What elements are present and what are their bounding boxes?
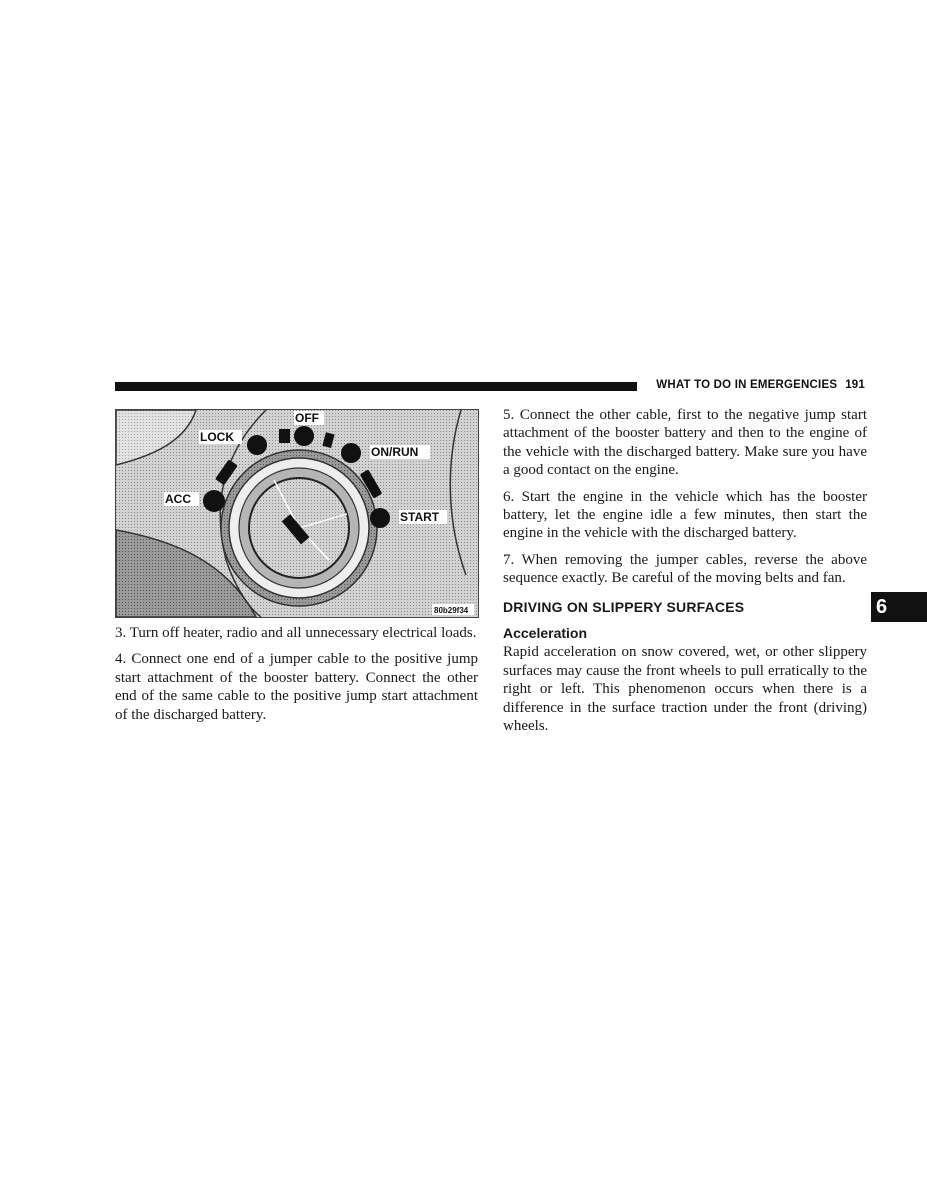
section-title: WHAT TO DO IN EMERGENCIES: [656, 379, 838, 391]
acc-position-marker: [203, 490, 225, 512]
label-on-run: ON/RUN: [371, 445, 419, 459]
acceleration-paragraph: Rapid acceleration on snow covered, wet, or other slippery surfaces may cause the front wheels to pull erratically to the right or left. This phenomenon occurs when there is a difference in the surface traction under the front (driving) wheels.: [503, 644, 867, 735]
on-run-position-marker: [341, 443, 361, 463]
section-heading: DRIVING ON SLIPPERY SURFACES: [503, 598, 745, 615]
left-column: [115, 624, 478, 732]
label-start: START: [400, 510, 440, 524]
ignition-switch-figure: [115, 409, 479, 618]
step-3-paragraph: 3. Turn off heater, radio and all unnecessary electrical loads.: [115, 625, 477, 641]
step-4-paragraph: 4. Connect one end of a jumper cable to the positive jump start attachment of the booster battery. Connect the other end of the same cable to the positive jump start attachment of the discharged battery.: [115, 651, 478, 723]
figure-code: 80b29f34: [434, 606, 469, 615]
header-rule: [115, 382, 637, 391]
step-5-paragraph: 5. Connect the other cable, first to the negative jump start attachment of the booster battery and then to the engine of the vehicle with the discharged battery. Make sure you have a good contact on the engine.: [503, 407, 867, 479]
lock-position-marker: [247, 435, 267, 455]
position-dash: [279, 429, 290, 443]
start-position-marker: [370, 508, 390, 528]
off-position-marker: [294, 426, 314, 446]
chapter-tab: 6: [871, 592, 927, 622]
subheading-acceleration: Acceleration: [503, 625, 588, 642]
step-6-paragraph: 6. Start the engine in the vehicle which has the booster battery, let the engine idle a few minutes, then start the engine in the vehicle with the discharged battery.: [503, 488, 867, 542]
right-column: [503, 406, 867, 744]
step-7-paragraph: 7. When removing the jumper cables, reverse the above sequence exactly. Be careful of the moving belts and fan.: [503, 551, 867, 587]
running-header: [656, 379, 865, 391]
label-acc: ACC: [165, 492, 191, 506]
page-number: 191: [845, 379, 865, 391]
label-lock: LOCK: [200, 430, 234, 444]
label-off: OFF: [295, 411, 319, 425]
